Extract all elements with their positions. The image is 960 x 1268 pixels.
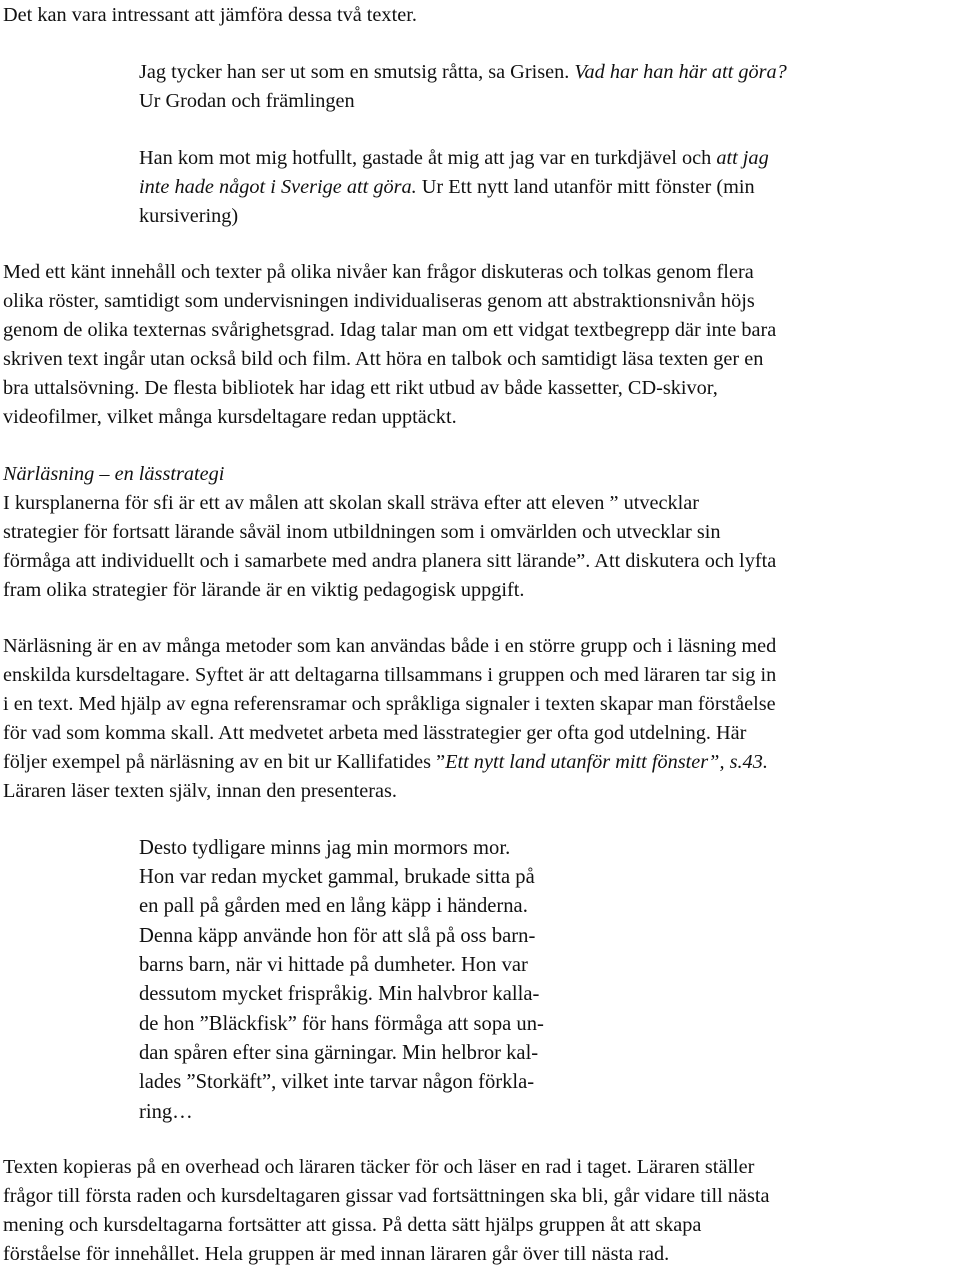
- example2-line-3: kursivering): [139, 204, 239, 227]
- paragraph-line: olika röster, samtidigt som undervisningen individualiseras genom att abstraktionsnivån höjs: [3, 290, 755, 313]
- paragraph-line: videofilmer, vilket många kursdeltagare redan upptäckt.: [3, 405, 457, 428]
- book-title-italic: Ett nytt land utanför mitt fönster”, s.43.: [445, 751, 768, 774]
- paragraph-line: Läraren läser texten själv, innan den presenteras.: [3, 779, 397, 802]
- quote-line: dan spåren efter sina gärningar. Min helbror kal-: [139, 1041, 539, 1064]
- example-quote-1: [139, 58, 958, 116]
- paragraph-line: i en text. Med hjälp av egna referensramar och språkliga signaler i texten skapar man förståelse: [3, 693, 776, 716]
- example1-line: [139, 58, 958, 87]
- section-heading: Närläsning – en lässtrategi: [3, 462, 225, 485]
- paragraph-1: [3, 258, 958, 431]
- paragraph-line: [3, 748, 958, 777]
- example1-text: Jag tycker han ser ut som en smutsig råtta, sa Grisen.: [139, 60, 575, 83]
- example2-text-1: Han kom mot mig hotfullt, gastade åt mig att jag var en turkdjävel och: [139, 146, 717, 169]
- quote-line: Desto tydligare minns jag min mormors mor.: [139, 836, 511, 859]
- example2-line-1: [139, 144, 958, 173]
- example1-italic: Vad har han här att göra?: [574, 60, 787, 83]
- paragraph-line: bra uttalsövning. De flesta bibliotek har idag ett rikt utbud av både kassetter, CD-skivor,: [3, 377, 718, 400]
- example2-text-2: Ur Ett nytt land utanför mitt fönster (min: [416, 175, 755, 198]
- document-page: [3, 0, 958, 1268]
- paragraph-line: skriven text ingår utan också bild och film. Att höra en talbok och samtidigt läsa texten ger en: [3, 348, 764, 371]
- paragraph-line: mening och kursdeltagarna fortsätter att gissa. På detta sätt hjälps gruppen åt att skapa: [3, 1213, 702, 1236]
- example2-italic-2: inte hade något i Sverige att göra.: [139, 175, 417, 198]
- quote-line: lades ”Storkäft”, vilket inte tarvar någon förkla-: [139, 1071, 535, 1094]
- section-block: [3, 460, 958, 605]
- example2-italic-1: att jag: [716, 146, 769, 169]
- paragraph-line: förmåga att individuellt och i samarbete med andra planera sitt lärande”. Att diskutera och lyfta: [3, 549, 777, 572]
- paragraph-line: Med ett känt innehåll och texter på olika nivåer kan frågor diskuteras och tolkas genom flera: [3, 261, 754, 284]
- block-quote: [139, 834, 958, 1127]
- quote-line: Denna käpp använde hon för att slå på oss barn-: [139, 924, 536, 947]
- example1-source: Ur Grodan och främlingen: [139, 89, 355, 112]
- paragraph-line: för vad som komma skall. Att medvetet arbeta med lässtrategier ger ofta god utdelning. Här: [3, 722, 747, 745]
- intro-line: Det kan vara intressant att jämföra dessa två texter.: [3, 4, 417, 26]
- paragraph-line: Närläsning är en av många metoder som kan användas både i en större grupp och i läsning med: [3, 635, 777, 658]
- paragraph-line: strategier för fortsatt lärande såväl inom utbildningen som i omvärlden och utvecklar sin: [3, 520, 721, 543]
- paragraph-line: Texten kopieras på en overhead och läraren täcker för och läser en rad i taget. Läraren ställer: [3, 1155, 755, 1178]
- quote-line: de hon ”Bläckfisk” för hans förmåga att sopa un-: [139, 1012, 544, 1035]
- quote-line: dessutom mycket frispråkig. Min halvbror kalla-: [139, 983, 540, 1006]
- intro-text: [3, 1, 958, 30]
- quote-line: Hon var redan mycket gammal, brukade sitta på: [139, 866, 535, 889]
- quote-line: barns barn, när vi hittade på dumheter. Hon var: [139, 954, 528, 977]
- paragraph-line: enskilda kursdeltagare. Syftet är att deltagarna tillsammans i gruppen och med läraren tar sig in: [3, 664, 777, 687]
- quote-line: ring…: [139, 1100, 193, 1123]
- paragraph-3: [3, 632, 958, 805]
- paragraph-line: genom de olika texternas svårighetsgrad. Idag talar man om ett vidgat textbegrepp där inte bara: [3, 319, 777, 342]
- paragraph-line: frågor till första raden och kursdeltagaren gissar vad fortsättningen ska bli, går vidare till nästa: [3, 1184, 770, 1207]
- paragraph-line: fram olika strategier för lärande är en viktig pedagogisk uppgift.: [3, 578, 525, 601]
- paragraph-line: förståelse för innehållet. Hela gruppen är med innan läraren går över till nästa rad.: [3, 1242, 670, 1265]
- paragraph-4: [3, 1153, 958, 1268]
- paragraph3-line5-text: följer exempel på närläsning av en bit ur Kallifatides ”: [3, 751, 446, 774]
- paragraph-line: I kursplanerna för sfi är ett av målen att skolan skall sträva efter att eleven ” utvecklar: [3, 491, 700, 514]
- example-quote-2: [139, 144, 958, 231]
- quote-line: en pall på gården med en lång käpp i händerna.: [139, 895, 528, 918]
- example2-line-2: [139, 173, 958, 202]
